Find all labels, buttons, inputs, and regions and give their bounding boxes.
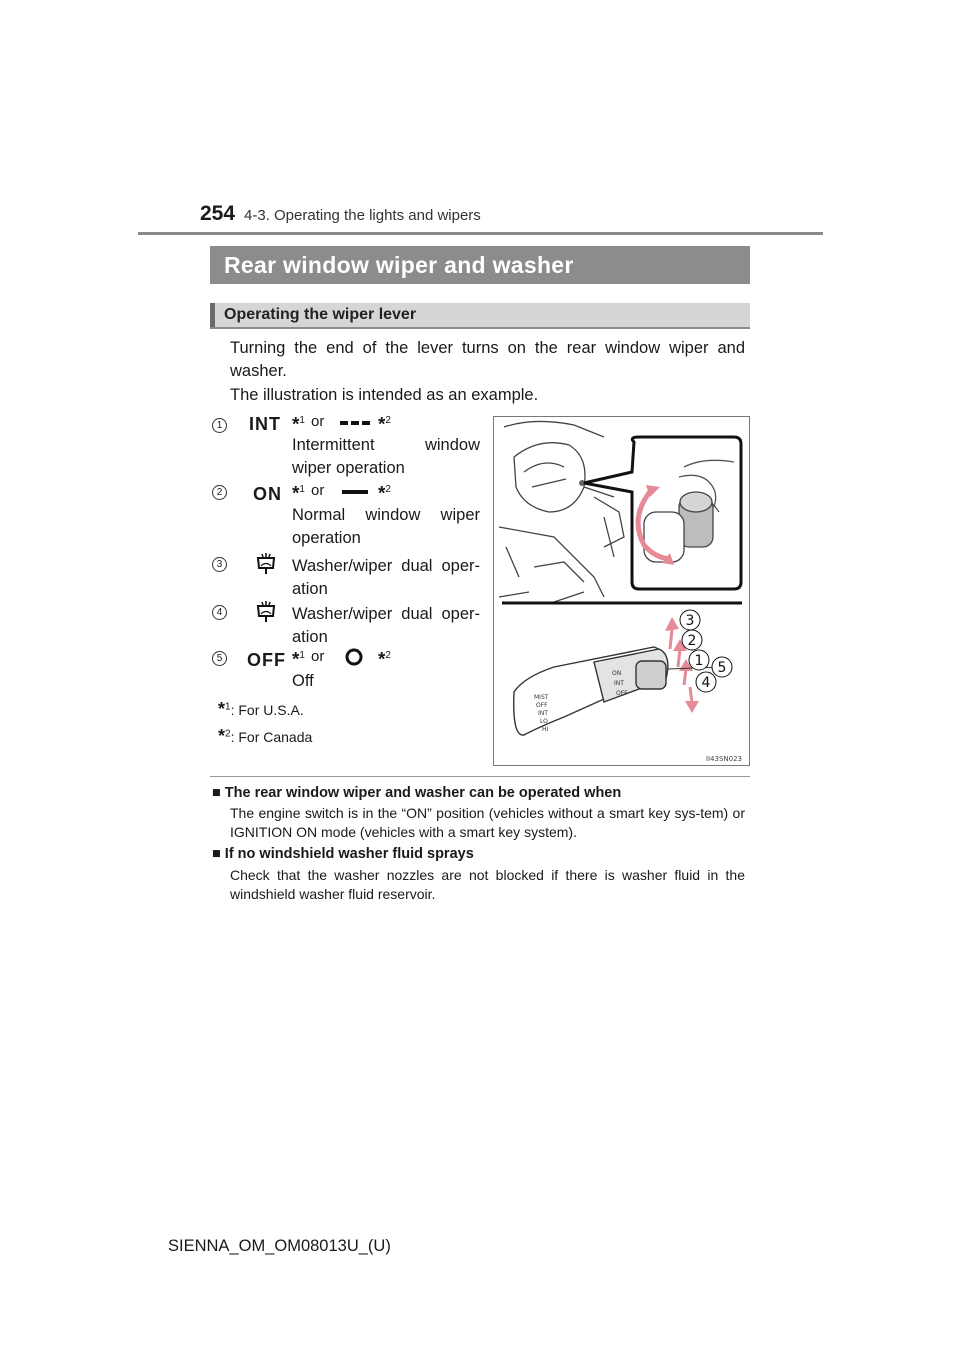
- page-title: Rear window wiper and washer: [224, 252, 574, 278]
- or-text: or: [311, 482, 325, 499]
- off-symbol: OFF: [247, 650, 286, 670]
- or-text: or: [311, 648, 325, 665]
- item-description: Intermittent window: [292, 436, 480, 454]
- int-symbol: INT: [249, 414, 281, 434]
- item-number: 4: [212, 605, 227, 620]
- item-description: Normal window wiper: [292, 506, 480, 524]
- footnote-marker: *$^1$: [292, 649, 305, 671]
- item-description: ation: [292, 580, 328, 598]
- footnote-marker: *$^1$: [292, 483, 305, 505]
- wiper-lever-illustration: [493, 416, 750, 766]
- rear-washer-icon: [253, 552, 279, 576]
- item-number: 2: [212, 485, 227, 500]
- footnote-usa: *$^1$: For U.S.A.: [218, 699, 304, 719]
- subheading: Operating the wiper lever: [224, 306, 417, 323]
- footnote-marker: *$^2$: [378, 414, 391, 436]
- subheading-bar: [210, 303, 750, 329]
- item-description: Washer/wiper dual oper-: [292, 557, 480, 575]
- intro-paragraph: Turning the end of the lever turns on the rear window wiper and washer.: [230, 339, 745, 380]
- title-bar: [210, 246, 750, 284]
- section-divider: [210, 776, 750, 777]
- callout-number: 1: [694, 653, 704, 669]
- lever-label: INT: [614, 680, 624, 687]
- header-rule: [138, 232, 823, 235]
- lever-label: MIST: [534, 694, 549, 701]
- item-number: 5: [212, 651, 227, 666]
- footnote-marker: *$^1$: [292, 414, 305, 436]
- subheading-accent: [210, 303, 215, 327]
- item-number: 3: [212, 557, 227, 572]
- page-number: 254: [200, 202, 236, 225]
- lever-label: OFF: [616, 690, 628, 697]
- lever-label: LO: [540, 718, 548, 725]
- lever-label: INT: [538, 710, 548, 717]
- item-description: Washer/wiper dual oper-: [292, 605, 480, 623]
- item-description: ation: [292, 628, 328, 646]
- section-title: 4-3. Operating the lights and wipers: [244, 207, 481, 224]
- item-number: 1: [212, 418, 227, 433]
- footnote-canada: *$^2$: For Canada: [218, 726, 313, 746]
- callout-number: 2: [687, 633, 697, 649]
- callout-number: 3: [685, 613, 695, 629]
- footnote-marker: *$^2$: [378, 649, 391, 671]
- item-description: Off: [292, 672, 314, 690]
- lever-label: ON: [612, 670, 622, 677]
- on-symbol: ON: [253, 484, 282, 504]
- callout-number: 5: [717, 660, 727, 676]
- footnote-marker: *$^2$: [378, 483, 391, 505]
- note-heading: ■ The rear window wiper and washer can be operated when: [212, 785, 622, 801]
- wiper-lever-drawing: [494, 417, 749, 765]
- note-heading: ■ If no windshield washer fluid sprays: [212, 846, 474, 862]
- callout-number: 4: [701, 675, 711, 691]
- or-text: or: [311, 413, 325, 430]
- off-circle-icon: [344, 647, 364, 667]
- continuous-bar-icon: [342, 489, 368, 497]
- note-body: Check that the washer nozzles are not blocked if there is washer fluid in the windshield washer fluid reservoir.: [230, 867, 745, 902]
- intermittent-dash-icon: [340, 420, 370, 428]
- item-description: wiper operation: [292, 459, 405, 477]
- intro-note: The illustration is intended as an example.: [230, 386, 539, 404]
- document-code: SIENNA_OM_OM08013U_(U): [168, 1237, 391, 1255]
- rear-washer-icon: [253, 600, 279, 624]
- illustration-code: II43SN023: [705, 755, 742, 763]
- item-description: operation: [292, 529, 361, 547]
- lever-label: OFF: [536, 702, 548, 709]
- lever-label: HI: [542, 726, 549, 733]
- note-body: The engine switch is in the “ON” position (vehicles without a smart key sys-tem) or IGNITION ON mode (vehicles with a smart key system).: [230, 805, 745, 840]
